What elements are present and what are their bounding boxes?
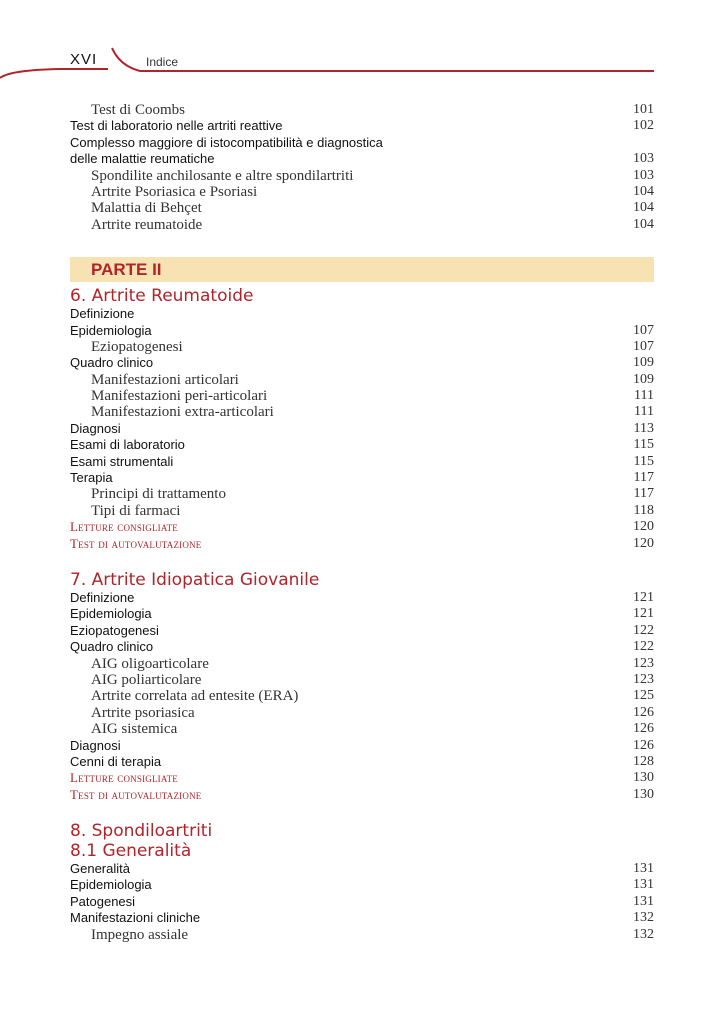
toc-entry-page: 123 [633,671,654,687]
page-header [0,0,723,90]
toc-entry [70,688,654,704]
toc-entry [70,656,654,672]
toc-entry-title: Eziopatogenesi [91,338,183,355]
toc-entry-title: Test di Coombs [91,102,185,118]
toc-entry-page: 130 [633,786,654,802]
toc-entry-title: Eziopatogenesi [70,622,159,638]
toc-entry-title: Epidemiologia [70,606,152,622]
toc-entry-page: 132 [633,926,654,942]
toc-entry-title: Quadro clinico [70,639,154,655]
toc-entry [70,721,654,737]
toc-entry [70,861,654,877]
toc-entry-title: Diagnosi [70,420,121,436]
header-rule-decoration [0,0,723,90]
toc-entry [70,486,654,502]
toc-entry-title: Generalità [70,861,130,877]
toc-entry [70,339,654,355]
toc-entry-title: AIG poliarticolare [91,671,202,688]
chapter-7-entries [70,590,654,803]
toc-entry-page: 107 [633,338,654,354]
toc-entry-page: 123 [633,655,654,671]
toc-entry-page: 103 [633,167,654,183]
toc-entry-page: 132 [633,910,654,926]
toc-entry [70,470,654,486]
toc-entry-page: 107 [633,322,654,338]
toc-entry-page: 130 [633,770,654,786]
toc-entry-page: 120 [633,519,654,535]
toc-entry [70,705,654,721]
toc-entry [70,639,654,655]
toc-entry-page: 122 [633,622,654,638]
table-of-contents [70,102,654,943]
toc-entry-title: Patogenesi [70,893,136,909]
toc-entry [70,454,654,470]
toc-entry-title: Epidemiologia [70,322,152,338]
toc-entry-page: 111 [634,388,654,404]
toc-entry-title: Diagnosi [70,737,121,753]
toc-entry-title: delle malattie reumatiche [70,151,215,167]
toc-entry [70,200,654,216]
toc-entry-page: 126 [633,704,654,720]
toc-entry-page: 125 [633,688,654,704]
toc-entry [70,102,654,118]
toc-entry-page: 131 [633,877,654,893]
toc-entry-title: Test di autovalutazione [70,535,202,551]
toc-entry-title: Manifestazioni articolari [91,371,239,388]
toc-entry [70,910,654,926]
toc-entry-title: Test di laboratorio nelle artriti reattive [70,118,283,134]
toc-entry-title: Complesso maggiore di istocompatibilità e diagnostica [70,134,383,150]
toc-entry [70,606,654,622]
toc-entry-page: 113 [633,420,654,436]
toc-entry [70,927,654,943]
toc-entry-title: Manifestazioni extra-articolari [91,404,274,421]
toc-entry [70,672,654,688]
toc-entry-page: 126 [633,737,654,753]
page-number: XVI [70,51,98,68]
toc-entry-title: Letture consigliate [70,770,178,786]
toc-entry-title: Esami di laboratorio [70,437,185,453]
toc-entry [70,388,654,404]
toc-entry [70,738,654,754]
toc-entry-page: 131 [633,893,654,909]
section-title: 8.1 Generalità [70,841,192,862]
toc-entry [70,877,654,893]
toc-entry-title: Letture consigliate [70,519,178,535]
toc-entry-page: 121 [633,606,654,622]
toc-entry-title: AIG sistemica [91,721,178,738]
toc-entry-page: 115 [633,453,654,469]
toc-entry-page: 121 [633,589,654,605]
toc-entry [70,355,654,371]
toc-entry [70,118,654,134]
toc-entry-page: 101 [633,102,654,117]
toc-entry-page: 120 [633,535,654,551]
chapter-8-entries [70,861,654,943]
toc-entry [70,590,654,606]
toc-top-section [70,102,654,233]
toc-entry-page: 104 [633,200,654,216]
toc-entry [70,623,654,639]
toc-entry-title: Artrite psoriasica [91,704,195,721]
chapter-title: 8. Spondiloartriti [70,821,213,842]
toc-entry [70,770,654,786]
toc-entry-page: 126 [633,721,654,737]
toc-entry-title: Manifestazioni peri-articolari [91,388,268,405]
chapter-title: 6. Artrite Reumatoide [70,286,254,307]
toc-entry [70,306,654,322]
toc-entry-title: Artrite reumatoide [91,216,203,233]
toc-entry-page: 131 [633,861,654,877]
toc-entry-page: 122 [633,639,654,655]
toc-entry-page: 118 [633,502,654,518]
toc-entry-title: Principi di trattamento [91,486,226,503]
toc-entry [70,519,654,535]
toc-entry-title: AIG oligoarticolare [91,655,209,672]
toc-entry-title: Epidemiologia [70,877,152,893]
toc-entry [70,168,654,184]
toc-entry [70,894,654,910]
toc-entry [70,754,654,770]
toc-entry [70,404,654,420]
toc-entry-title: Tipi di farmaci [91,502,181,519]
part-heading: PARTE II [70,257,654,282]
toc-entry-page: 102 [633,118,654,134]
toc-entry-page: 128 [633,753,654,769]
chapter-6-entries [70,306,654,552]
toc-entry [70,372,654,388]
toc-entry-title: Definizione [70,589,135,605]
toc-entry-title: Quadro clinico [70,355,154,371]
toc-entry-page: 117 [633,470,654,486]
toc-entry [70,536,654,552]
toc-entry-title: Artrite correlata ad entesite (ERA) [91,688,299,705]
toc-entry-title: Impegno assiale [91,926,189,943]
toc-entry [70,787,654,803]
toc-entry [70,437,654,453]
toc-entry-title: Spondilite anchilosante e altre spondilartriti [91,167,354,184]
toc-entry-page: 109 [633,355,654,371]
toc-entry-page: 117 [633,486,654,502]
toc-entry-title: Malattia di Behçet [91,200,202,217]
toc-entry [70,135,654,151]
toc-entry [70,217,654,233]
toc-entry-page: 104 [633,183,654,199]
toc-entry-title: Terapia [70,470,113,486]
toc-entry-title: Artrite Psoriasica e Psoriasi [91,183,258,200]
toc-entry-page: 109 [633,371,654,387]
toc-entry-page: 103 [633,151,654,167]
toc-entry [70,184,654,200]
toc-entry-page: 104 [633,216,654,232]
toc-entry [70,151,654,167]
toc-entry-page: 115 [633,437,654,453]
running-title: Indice [146,55,179,69]
toc-entry-page: 111 [634,404,654,420]
toc-entry-title: Manifestazioni cliniche [70,910,201,926]
toc-entry-title: Test di autovalutazione [70,786,202,802]
toc-entry-title: Esami strumentali [70,453,174,469]
toc-entry [70,421,654,437]
chapter-title: 7. Artrite Idiopatica Giovanile [70,569,320,590]
toc-entry-title: Definizione [70,306,135,322]
toc-entry-title: Cenni di terapia [70,753,162,769]
toc-entry [70,323,654,339]
toc-entry [70,503,654,519]
